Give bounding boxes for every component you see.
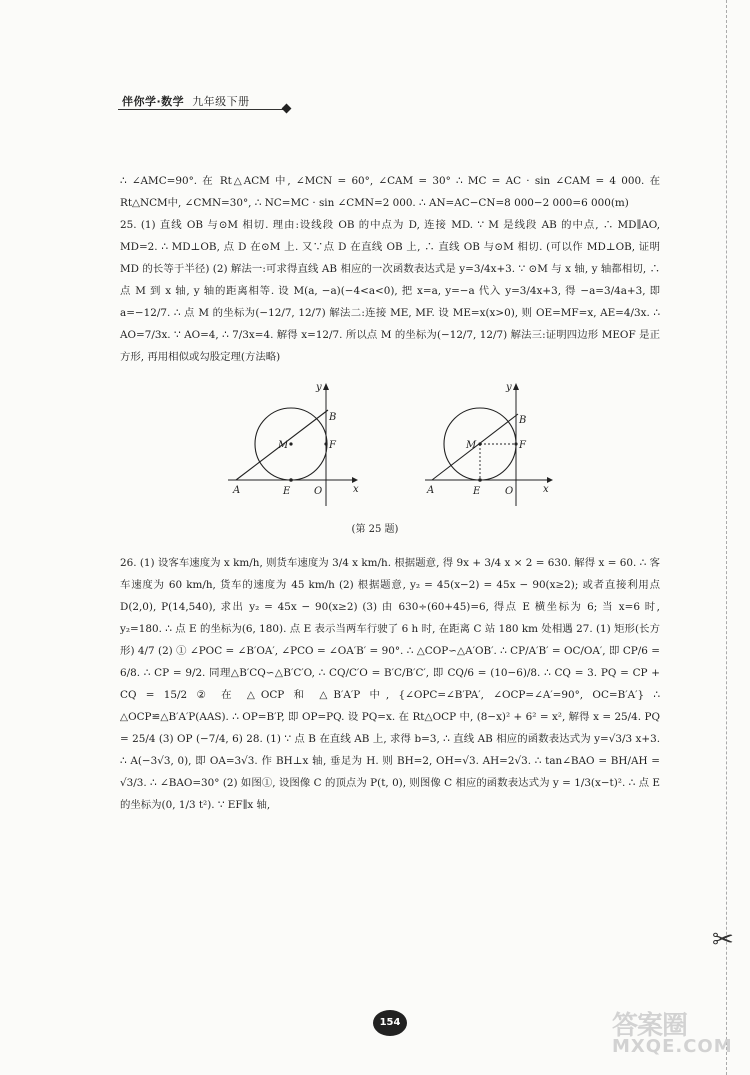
point-label-m: M	[466, 440, 477, 451]
axis-label-y: y	[316, 382, 322, 393]
point-label-o: O	[505, 486, 514, 497]
scissors-icon: ✂	[712, 925, 734, 955]
axis-label-x: x	[543, 484, 549, 495]
figure-right	[425, 382, 553, 506]
point-label-o: O	[314, 486, 323, 497]
book-title: 伴你学·数学	[122, 95, 185, 108]
header-rule	[118, 109, 284, 110]
figure-caption: (第 25 题)	[351, 524, 399, 535]
answer-block-1	[120, 170, 660, 368]
point-label-e: E	[283, 486, 291, 497]
point-label-m: M	[278, 440, 289, 451]
page-number: 154	[373, 1010, 407, 1036]
paragraph: 26. (1) 设客车速度为 x km/h, 则货车速度为 3/4 x km/h. 根据题意, 得 9x + 3/4 x × 2 = 630. 解得 x = 60. ∴ 客车速度为 60 km/h, 货车的速度为 45 km/h (2) 根据题意, y₂ = 45(x−2) = 45x − 90(x≥2); 或者直接利用点 D(2,0), P(14,540), 求出 y₂ = 45x − 90(x≥2) (3) 由 630÷(60+45)=6, 得点 E 横坐标为 6; 当 x=6 时, y₂=180. ∴ 点 E 的坐标为(6, 180). 点 E 表示当两车行驶了 6 h 时, 在距离 C 站 180 km 处相遇 27. (1) 矩形(长方形) 4/7 (2) ① ∠POC = ∠B′OA′, ∠PCO = ∠OA′B′ = 90°. ∴ △COP∽△A′OB′. ∴ CP/A′B′ = OC/OA′, 即 CP/6 = 6/8. ∴ CP = 9/2. 同理△B′CQ∽△B′C′O, ∴ CQ/C′O = B′C/B′C′, 即 CQ/6 = (10−6)/8. ∴ CQ = 3. PQ = CP + CQ = 15/2 ② 在 △OCP 和 △B′A′P 中, {∠OPC=∠B′PA′, ∠OCP=∠A′=90°, OC=B′A′} ∴ △OCP≌△B′A′P(AAS). ∴ OP=B′P, 即 OP=PQ. 设 PQ=x. 在 Rt△OCP 中, (8−x)² + 6² = x², 解得 x = 25/4. PQ = 25/4 (3) OP (−7/4, 6) 28. (1) ∵ 点 B 在直线 AB 上, 求得 b=3, ∴ 直线 AB 相应的函数表达式为 y=√3/3 x+3. ∴ A(−3√3, 0), 即 OA=3√3. 作 BH⊥x 轴, 垂足为 H. 则 BH=2, OH=√3. AH=2√3. ∴ tan∠BAO = BH/AH = √3/3. ∴ ∠BAO=30° (2) 如图①, 设图像 C 的顶点为 P(t, 0), 则图像 C 相应的函数表达式为 y = 1/3(x−t)². ∴ 点 E 的坐标为(0, 1/3 t²). ∵ EF∥x 轴,	[120, 557, 660, 811]
figure-left	[228, 382, 359, 506]
answer-block-2	[120, 552, 660, 816]
point-label-b: B	[519, 415, 527, 426]
axis-label-y: y	[506, 382, 512, 393]
grade-label: 九年级下册	[192, 95, 250, 108]
point-label-a: A	[233, 485, 241, 496]
point-label-e: E	[473, 486, 481, 497]
paragraph: ∴ ∠AMC=90°. 在 Rt△ACM 中, ∠MCN = 60°, ∠CAM = 30° ∴ MC = AC · sin ∠CAM = 4 000. 在 Rt△NCM中, ∠CMN=30°, ∴ NC=MC · sin ∠CMN=2 000. ∴ AN=AC−CN=8 000−2 000=6 000(m)	[120, 175, 660, 209]
axis-label-x: x	[353, 484, 359, 495]
cut-line	[726, 0, 728, 1075]
point-label-a: A	[427, 485, 435, 496]
watermark-logo	[612, 1005, 733, 1057]
paragraph: 25. (1) 直线 OB 与⊙M 相切. 理由:设线段 OB 的中点为 D, 连接 MD. ∵ M 是线段 AB 的中点, ∴ MD∥AO, MD=2. ∴ MD⊥OB, 点 D 在⊙M 上. 又∵点 D 在直线 OB 上, ∴ 直线 OB 与⊙M 相切. (可以作 MD⊥OB, 证明 MD 的长等于半径) (2) 解法一:可求得直线 AB 相应的一次函数表达式是 y=3/4x+3. ∵ ⊙M 与 x 轴, y 轴都相切, ∴ 点 M 到 x 轴, y 轴的距离相等. 设 M(a, −a)(−4<a<0), 把 x=a, y=−a 代入 y=3/4x+3, 得 −a=3/4a+3, 即 a=−12/7. ∴ 点 M 的坐标为(−12/7, 12/7) 解法二:连接 ME, MF. 设 ME=x(x>0), 则 OE=MF=x, AE=4/3x. ∴ AO=7/3x. ∵ AO=4, ∴ 7/3x=4. 解得 x=12/7. 所以点 M 的坐标为(−12/7, 12/7) 解法三:证明四边形 MEOF 是正方形, 再用相似或勾股定理(方法略)	[120, 219, 660, 363]
point-label-f: F	[329, 440, 336, 451]
watermark-brand: 答案圈	[612, 1011, 688, 1041]
header-diamond-icon	[282, 104, 292, 114]
figure-25	[0, 378, 750, 518]
point-label-f: F	[519, 440, 526, 451]
watermark-url: MXQE.COM	[612, 1036, 733, 1057]
point-label-b: B	[329, 412, 337, 423]
page-header	[122, 93, 250, 109]
